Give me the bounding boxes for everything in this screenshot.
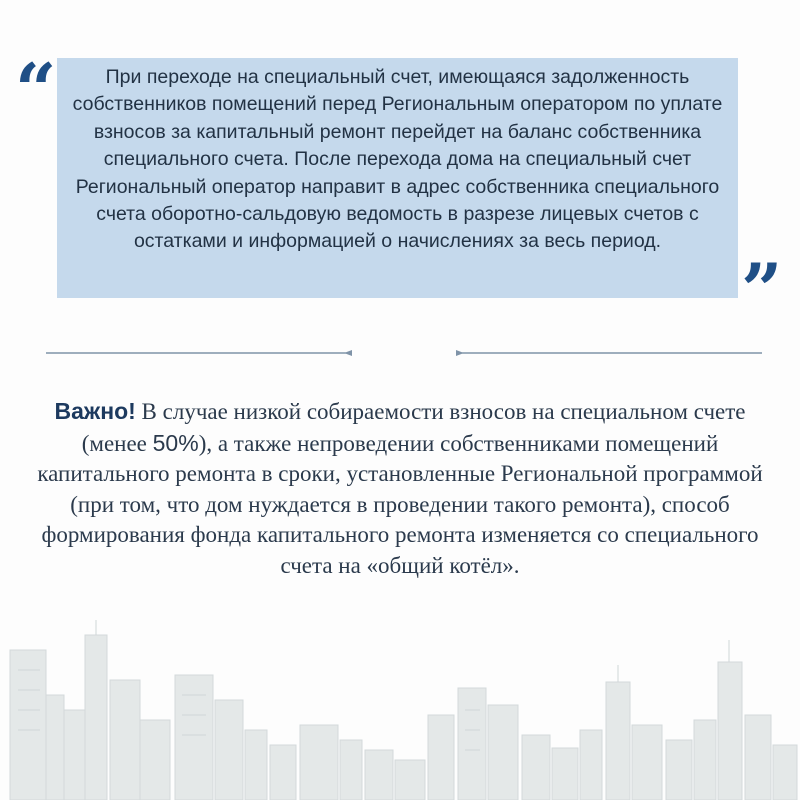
notice-text-part-2: ), а также непроведении собственниками помещений капитального ремонта в сроки, установленные Региональной программой (при том, что дом нуждается в проведении такого ремонта), способ формирования фонда капитального ремонта изменяется со специального счета на «общий котёл». <box>37 430 763 578</box>
notice-percent: 50% <box>152 429 199 456</box>
close-quote-icon: ” <box>741 247 783 332</box>
open-quote-icon: “ <box>15 47 57 132</box>
important-label: Важно! <box>54 398 136 424</box>
quote-box <box>57 58 738 298</box>
city-skyline-illustration <box>0 620 800 800</box>
divider-right <box>452 346 762 360</box>
divider-left <box>46 346 356 360</box>
important-notice <box>34 396 766 581</box>
notice-text-part-1: В случае низкой собираемости взносов на специальном счете (менее <box>81 399 746 456</box>
quote-text: При переходе на специальный счет, имеющаяся задолженность собственников помещений перед Региональным оператором по уплате взносов за капитальный ремонт перейдет на баланс собственника специального счета. После перехода дома на специальный счет Региональный оператор направит в адрес собственника специального счета оборотно-сальдовую ведомость в разрезе лицевых счетов с остатками и информацией о начислениях за весь период. <box>72 66 723 253</box>
